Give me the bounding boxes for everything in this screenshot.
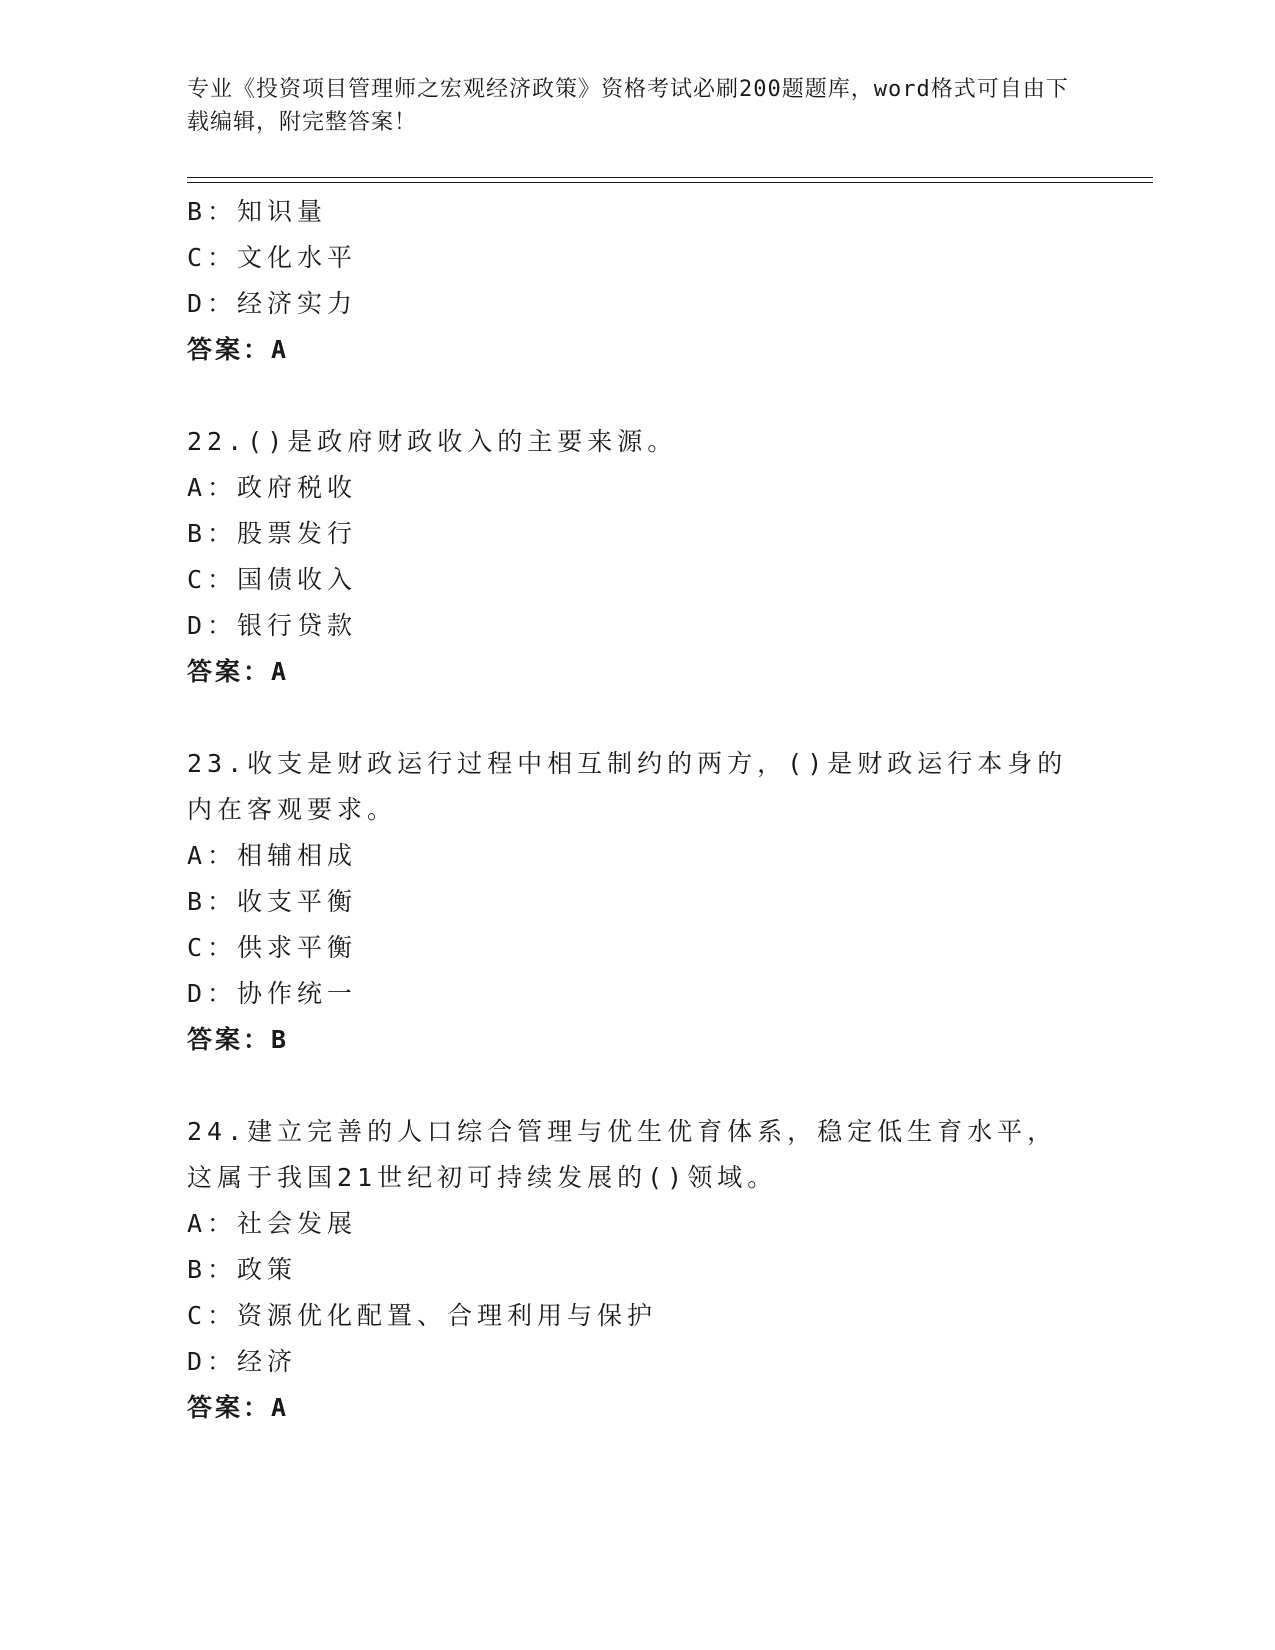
- option-c: C：供求平衡: [187, 933, 358, 962]
- question-text: 23.收支是财政运行过程中相互制约的两方，()是财政运行本身的内在客观要求。: [187, 749, 1068, 824]
- option-b: B：股票发行: [187, 519, 358, 548]
- question-22: [187, 419, 1087, 695]
- answer: 答案：A: [187, 657, 290, 686]
- header-divider-bottom: [187, 182, 1153, 183]
- document-header: 专业《投资项目管理师之宏观经济政策》资格考试必刷200题题库，word格式可自由下载编辑，附完整答案！: [187, 77, 1069, 135]
- answer: 答案：A: [187, 1393, 290, 1422]
- question-24: [187, 1109, 1087, 1431]
- option-a: A：相辅相成: [187, 841, 358, 870]
- option-b: B：收支平衡: [187, 887, 358, 916]
- question-list: [187, 189, 1087, 1431]
- spacer: [187, 373, 1087, 419]
- question-text: 22.()是政府财政收入的主要来源。: [187, 427, 678, 456]
- option-d: D：协作统一: [187, 979, 358, 1008]
- question-text: 24.建立完善的人口综合管理与优生优育体系，稳定低生育水平，这属于我国21世纪初可持续发展的()领域。: [187, 1117, 1058, 1192]
- option-b: B：政策: [187, 1255, 298, 1284]
- option-a: A：社会发展: [187, 1209, 358, 1238]
- answer: 答案：A: [187, 335, 290, 364]
- option-d: D：经济实力: [187, 289, 358, 318]
- answer: 答案：B: [187, 1025, 290, 1054]
- option-c: C：文化水平: [187, 243, 358, 272]
- question-23: [187, 741, 1087, 1063]
- option-b: B：知识量: [187, 197, 328, 226]
- option-d: D：经济: [187, 1347, 298, 1376]
- question-21-tail: [187, 189, 1087, 373]
- header-divider-top: [187, 177, 1153, 178]
- option-a: A：政府税收: [187, 473, 358, 502]
- option-d: D：银行贷款: [187, 611, 358, 640]
- option-c: C：国债收入: [187, 565, 358, 594]
- spacer: [187, 1063, 1087, 1109]
- spacer: [187, 695, 1087, 741]
- option-c: C：资源优化配置、合理利用与保护: [187, 1301, 658, 1330]
